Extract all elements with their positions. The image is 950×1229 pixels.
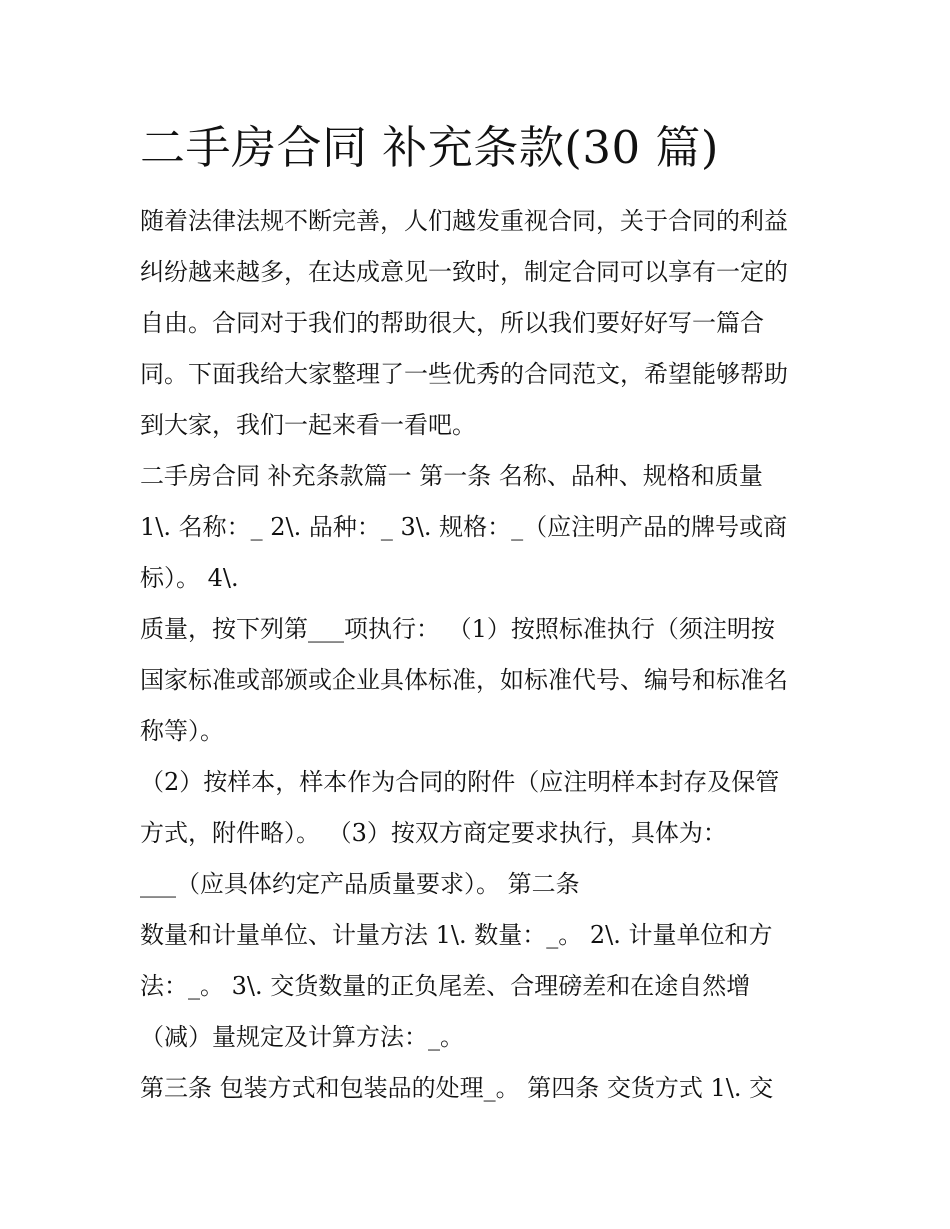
text-line: 1\. 名称：_ 2\. 品种：_ 3\. 规格：_（应注明产品的牌号或商: [140, 513, 788, 541]
text-line: 自由。合同对于我们的帮助很大，所以我们要好好写一篇合: [140, 309, 764, 337]
text-line: ___（应具体约定产品质量要求）。 第二条: [140, 870, 580, 898]
document-body: [140, 196, 820, 1114]
text-line: （减）量规定及计算方法：_。: [140, 1023, 464, 1051]
text-line: 国家标准或部颁或企业具体标准，如标准代号、编号和标准名: [140, 666, 788, 694]
text-line: 二手房合同 补充条款篇一 第一条 名称、品种、规格和质量: [140, 462, 763, 490]
text-line: 方式，附件略）。 （3）按双方商定要求执行，具体为：: [140, 819, 727, 847]
text-line: 称等）。: [140, 717, 224, 745]
document-title: 二手房合同 补充条款(30 篇): [140, 121, 719, 174]
text-line: 质量，按下列第___项执行： （1）按照标准执行（须注明按: [140, 615, 775, 643]
text-line: 第三条 包装方式和包装品的处理_。 第四条 交货方式 1\. 交: [140, 1074, 774, 1102]
text-line: 标）。 4\.: [140, 564, 239, 592]
text-line: 法：_。 3\. 交货数量的正负尾差、合理磅差和在途自然增: [140, 972, 751, 1000]
text-line: 同。下面我给大家整理了一些优秀的合同范文，希望能够帮助: [140, 360, 788, 388]
text-line: 数量和计量单位、计量方法 1\. 数量：_。 2\. 计量单位和方: [140, 921, 773, 949]
text-line: 随着法律法规不断完善，人们越发重视合同，关于合同的利益: [140, 207, 788, 235]
text-line: （2）按样本，样本作为合同的附件（应注明样本封存及保管: [140, 768, 780, 796]
text-line: 到大家，我们一起来看一看吧。: [140, 411, 476, 439]
text-line: 纠纷越来越多，在达成意见一致时，制定合同可以享有一定的: [140, 258, 788, 286]
